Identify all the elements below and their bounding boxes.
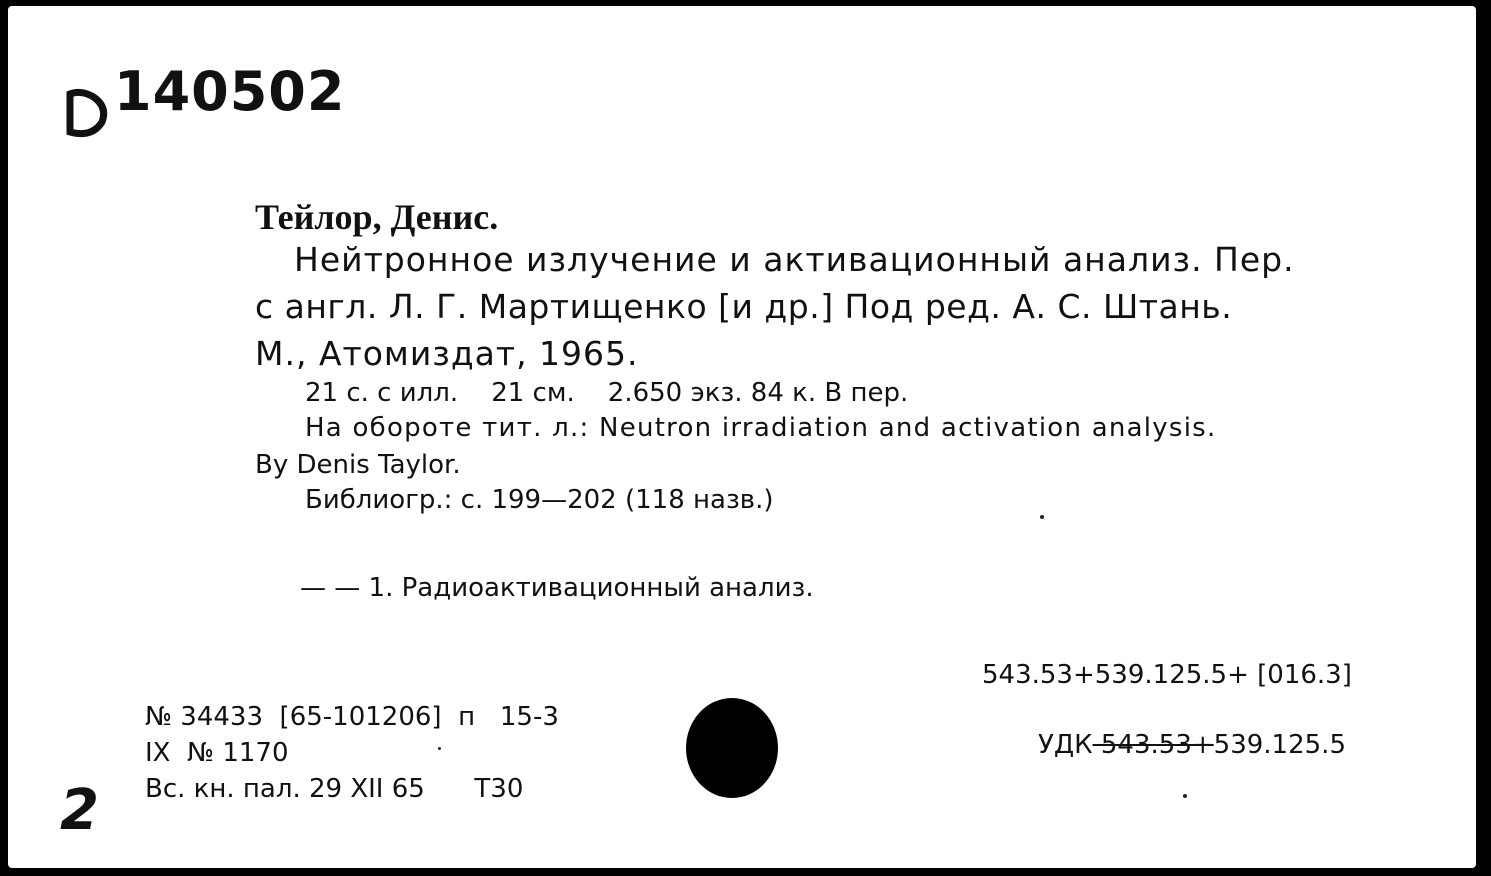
note-line-1: На обороте тит. л.: Neutron irradiation and activation analysis.	[305, 413, 1217, 443]
udk-struck-part: 543.53+	[1092, 730, 1214, 760]
ink-speck	[1183, 794, 1187, 798]
handwritten-mark: 2	[60, 778, 99, 843]
author-heading: Тейлор, Денис.	[255, 197, 499, 237]
card-number: 140502	[114, 60, 346, 123]
card-edge	[1476, 0, 1491, 876]
physical-description: 21 с. с илл. 21 см. 2.650 экз. 84 к. В пер.	[305, 378, 909, 408]
card-stamp-glyph	[62, 82, 112, 140]
title-line-2: с англ. Л. Г. Мартищенко [и др.] Под ред. А. С. Штань.	[255, 287, 1233, 326]
ink-speck	[438, 747, 441, 750]
subject-heading: — — 1. Радиоактивационный анализ.	[300, 573, 814, 603]
udk-line	[1038, 730, 1346, 760]
udk-rest: 539.125.5	[1213, 730, 1346, 760]
footer-line-1: № 34433 [65-101206] п 15-3	[145, 702, 559, 732]
punch-hole	[686, 698, 778, 798]
classification-code: 543.53+539.125.5+ [016.3]	[982, 660, 1352, 690]
bibliography-note: Библиогр.: с. 199—202 (118 назв.)	[305, 485, 774, 515]
footer-line-3: Вс. кн. пал. 29 XII 65 Т30	[145, 774, 524, 804]
title-line-1: Нейтронное излучение и активационный анализ. Пер.	[294, 240, 1295, 279]
ink-speck	[1040, 515, 1044, 519]
title-line-3: М., Атомиздат, 1965.	[255, 334, 639, 373]
udk-prefix: УДК	[1038, 730, 1093, 760]
note-line-2: By Denis Taylor.	[255, 450, 461, 480]
footer-line-2: IX № 1170	[145, 738, 289, 768]
